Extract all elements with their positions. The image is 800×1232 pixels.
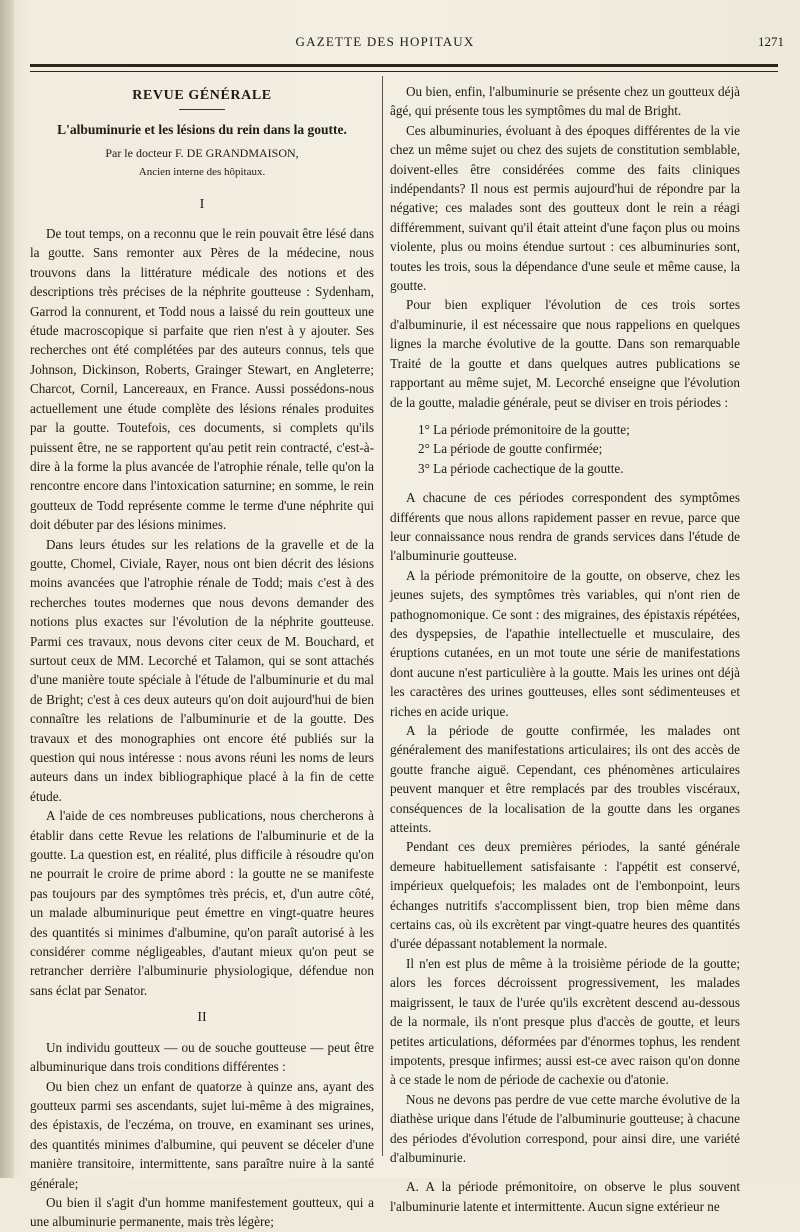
- paragraph: A la période de goutte confirmée, les malades ont généralement des manifestations articulaires; ils ont des accès de goutte franche aiguë. Cependant, ces phénomènes articulaires peuvent manquer et être remplacés par des troubles viscéraux, conséquences de la localisation de la goutte dans les organes atteints.: [390, 723, 740, 836]
- header-rule: [30, 64, 778, 72]
- paragraph: Pour bien expliquer l'évolution de ces trois sortes d'albuminurie, il est nécessaire que nous rappelions en quelques lignes la marche évolutive de la goutte. Dans son remarquable Traité de la goutte et dans quelques autres publications se rapportant au même sujet, M. Lecorché enseigne que l'évolution de la goutte, maladie générale, peut se diviser en trois périodes :: [390, 297, 740, 410]
- paragraph: Ou bien chez un enfant de quatorze à quinze ans, ayant des goutteux parmi ses ascendants, sujet lui-même à des migraines, des épistaxis, de l'eczéma, on trouve, en examinant ses urines, des quantités minimes d'albumine, qui peuvent se déceler d'une manière transitoire, intermittente, sans paraître nuire à la santé générale;: [30, 1078, 374, 1191]
- spacer: [390, 1167, 740, 1177]
- running-header: [30, 34, 784, 54]
- paragraph: A la période prémonitoire de la goutte, on observe, chez les jeunes sujets, des symptômes très variables, qui n'ont rien de pathognomonique. Ce sont : des migraines, des épistaxis répétées, des dyspepsies, de l'apathie intellectuelle et musculaire, des éruptions cutanées, en un mot toute une série de manifestations dont aucune n'est particulière à la goutte. Mais les urines ont déjà les caractères des urines goutteuses, elles sont sédimenteuses et riches en acide urique.: [390, 567, 740, 719]
- paragraph: A. A la période prémonitoire, on observe le plus souvent l'albuminurie latente et intermittente. Aucun signe extérieur ne: [390, 1179, 740, 1214]
- article-title: L'albuminurie et les lésions du rein dans la goutte.: [57, 122, 347, 138]
- paragraph: Dans leurs études sur les relations de la gravelle et de la goutte, Chomel, Civiale, Rayer, nous ont bien décrit des lésions moins avancées que l'atrophie rénale de Todd; mais c'est à des recherches toutes modernes que nous devons demander des notions plus exactes sur l'évolution de la néphrite goutteuse. Parmi ces travaux, nous devons citer ceux de M. Bouchard, et surtout ceux de MM. Lecorché et Talamon, qui se sont attachés d'une manière toute spéciale à l'étude de l'albuminurie et du mal de Bright; c'est à ces deux auteurs qu'on doit aujourd'hui de bien connaître les relations de l'albuminurie et de la goutte. Des travaux et des monographies ont encore été publiés sur la question qui nous intéresse : nous avons réuni les noms de leurs auteurs dans un index bibliographique placé à la fin de cette étude.: [30, 536, 374, 804]
- list-item: 1° La période prémonitoire de la goutte;: [418, 421, 630, 437]
- periods-list: [390, 420, 740, 478]
- paragraph: A chacune de ces périodes correspondent des symptômes différents que nous allons rapidement passer en revue, parce que leur connaissance nous rendra de grands services dans l'étude de l'albuminurie goutteuse.: [390, 490, 740, 564]
- paragraph: A l'aide de ces nombreuses publications, nous chercherons à établir dans cette Revue les relations de l'albuminurie et de la goutte. La question est, en réalité, plus difficile à résoudre qu'on ne pourrait le croire de prime abord : la goutte ne se manifeste pas toujours par des symptômes très précis, et, d'un autre côté, un malade albuminurique peut émettre en vingt-quatre heures des quantités si minimes d'albumine, qu'on paraît autorisé à les considérer comme négligeables, d'autant mieux qu'on peut se retrancher derrière l'albuminurie physiologique, défendue non sans éclat par Senator.: [30, 808, 374, 998]
- paragraph: Il n'en est plus de même à la troisième période de la goutte; alors les forces décroissent progressivement, les malades maigrissent, le taux de l'urée qu'ils excrètent descend au-dessous de la normale, ils n'ont presque plus d'accès de goutte, et leurs petites articulations, déformées par d'énormes tophus, les rendent impotents, presque infirmes; aussi est-ce avec raison qu'on donne à ce stade le nom de période de cachexie ou d'atonie.: [390, 955, 740, 1088]
- paragraph: De tout temps, on a reconnu que le rein pouvait être lésé dans la goutte. Sans remonter aux Pères de la médecine, nous trouvons dans la littérature médicale des notions et des descriptions très précises de la néphrite goutteuse : Sydenham, Garrod la connurent, et Todd nous a laissé du rein goutteux une étude macroscopique si parfaite que rien n'est à y ajouter. Ses recherches ont été complétées par des auteurs connus, tels que Johnson, Dickinson, Roberts, Grainger Stewart, en Angleterre; Charcot, Cornil, Lancereaux, en France. Aussi possédons-nous actuellement une étude complète des lésions rénales produites par la goutte. Toutefois, ces documents, si complets qu'ils puissent être, ne se rapportent qu'au petit rein contracté, c'est-à-dire à la forme la plus avancée de l'atrophie rénale, telle qu'on la rencontre encore dans l'intoxication saturnine; en somme, le rein goutteux de Todd représente comme le terme d'une néphrite qui doit débuter par des lésions minimes.: [30, 226, 374, 533]
- section-rule: [179, 109, 225, 110]
- paragraph: Un individu goutteux — ou de souche goutteuse — peut être albuminurique dans trois conditions différentes :: [30, 1039, 374, 1075]
- paragraph: Nous ne devons pas perdre de vue cette marche évolutive de la diathèse urique dans l'étude de l'albuminurie goutteuse; à chacune des périodes d'évolution correspond, pour ainsi dire, une variété d'albuminurie.: [390, 1091, 740, 1165]
- journal-title: GAZETTE DES HOPITAUX: [295, 34, 475, 49]
- paragraph: Ou bien il s'agit d'un homme manifestement goutteux, qui a une albuminurie permanente, mais très légère;: [30, 1194, 374, 1230]
- author-credential: Ancien interne des hôpitaux.: [138, 166, 266, 179]
- column-divider: [382, 76, 383, 1156]
- page-number: 1271: [758, 34, 784, 49]
- right-column: [390, 82, 740, 1216]
- part-numeral-2: II: [197, 1010, 207, 1026]
- author-byline: Par le docteur F. DE GRANDMAISON,: [105, 145, 299, 160]
- left-column: [30, 82, 374, 1232]
- part-numeral-1: I: [199, 196, 205, 212]
- list-item: 2° La période de goutte confirmée;: [418, 441, 603, 457]
- section-title: REVUE GÉNÉRALE: [132, 88, 272, 103]
- paragraph: Ou bien, enfin, l'albuminurie se présente chez un goutteux déjà âgé, qui présente tous les symptômes du mal de Bright.: [390, 84, 740, 119]
- list-item: 3° La période cachectique de la goutte.: [418, 460, 624, 476]
- paragraph: Pendant ces deux premières périodes, la santé générale demeure habituellement satisfaisante : l'appétit est conservé, impérieux quelquefois; les malades ont de l'embonpoint, leurs échanges nutritifs s'accomplissent bien, trop bien même dans certains cas, où ils excrètent par vingt-quatre heures des quantités d'urée dépassant notablement la normale.: [390, 839, 740, 952]
- paragraph: Ces albuminuries, évoluant à des époques différentes de la vie chez un même sujet ou chez des sujets de constitution semblable, doivent-elles être considérées comme des faits cliniques indépendants? Il nous est permis aujourd'hui de répondre par la négative; ces malades sont des goutteux dont le rein a réagi différemment, suivant qu'il était atteint d'une façon plus ou moins violente, plus ou moins étendue surtout : ces albuminuries sont, toutes les trois, sous la dépendance d'une seule et même cause, la goutte.: [390, 122, 740, 294]
- page-binding-edge: [0, 0, 14, 1178]
